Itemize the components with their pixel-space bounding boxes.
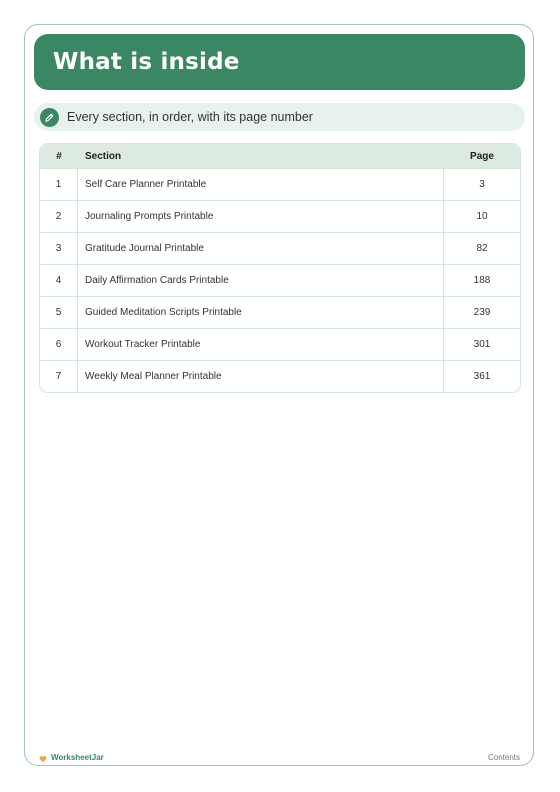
row-number: 2	[40, 201, 78, 232]
row-number: 7	[40, 361, 78, 392]
column-header-page: Page	[470, 150, 494, 162]
row-section: Daily Affirmation Cards Printable	[78, 265, 444, 296]
row-page: 188	[473, 275, 491, 286]
table-header-row	[40, 144, 520, 168]
table-row	[40, 232, 520, 264]
row-page: 301	[473, 339, 491, 350]
row-number: 6	[40, 329, 78, 360]
table-row	[40, 264, 520, 296]
row-number: 1	[40, 169, 78, 200]
row-page: 3	[479, 179, 485, 190]
brand	[39, 748, 104, 767]
row-page: 239	[473, 307, 491, 318]
contents-table	[39, 143, 521, 393]
table-row	[40, 168, 520, 200]
table-row	[40, 360, 520, 392]
row-page: 10	[476, 211, 488, 222]
table-row	[40, 328, 520, 360]
title-banner	[34, 34, 525, 90]
page-frame	[24, 24, 534, 766]
row-section: Self Care Planner Printable	[78, 169, 444, 200]
brand-name: WorksheetJar	[51, 752, 104, 762]
row-section: Workout Tracker Printable	[78, 329, 444, 360]
column-header-section: Section	[85, 150, 122, 162]
subtitle-text: Every section, in order, with its page number	[67, 110, 313, 124]
row-number: 5	[40, 297, 78, 328]
row-number: 3	[40, 233, 78, 264]
row-page: 82	[476, 243, 488, 254]
row-section: Weekly Meal Planner Printable	[78, 361, 444, 392]
pencil-icon	[40, 108, 59, 127]
column-header-number: #	[56, 150, 62, 162]
footer-label: Contents	[487, 752, 520, 762]
row-section: Journaling Prompts Printable	[78, 201, 444, 232]
subtitle-bar	[34, 103, 525, 131]
footer	[39, 751, 520, 763]
table-row	[40, 296, 520, 328]
row-number: 4	[40, 265, 78, 296]
row-section: Guided Meditation Scripts Printable	[78, 297, 444, 328]
heart-icon	[39, 748, 47, 767]
row-section: Gratitude Journal Printable	[78, 233, 444, 264]
table-row	[40, 200, 520, 232]
page-title: What is inside	[53, 49, 240, 75]
row-page: 361	[473, 371, 491, 382]
